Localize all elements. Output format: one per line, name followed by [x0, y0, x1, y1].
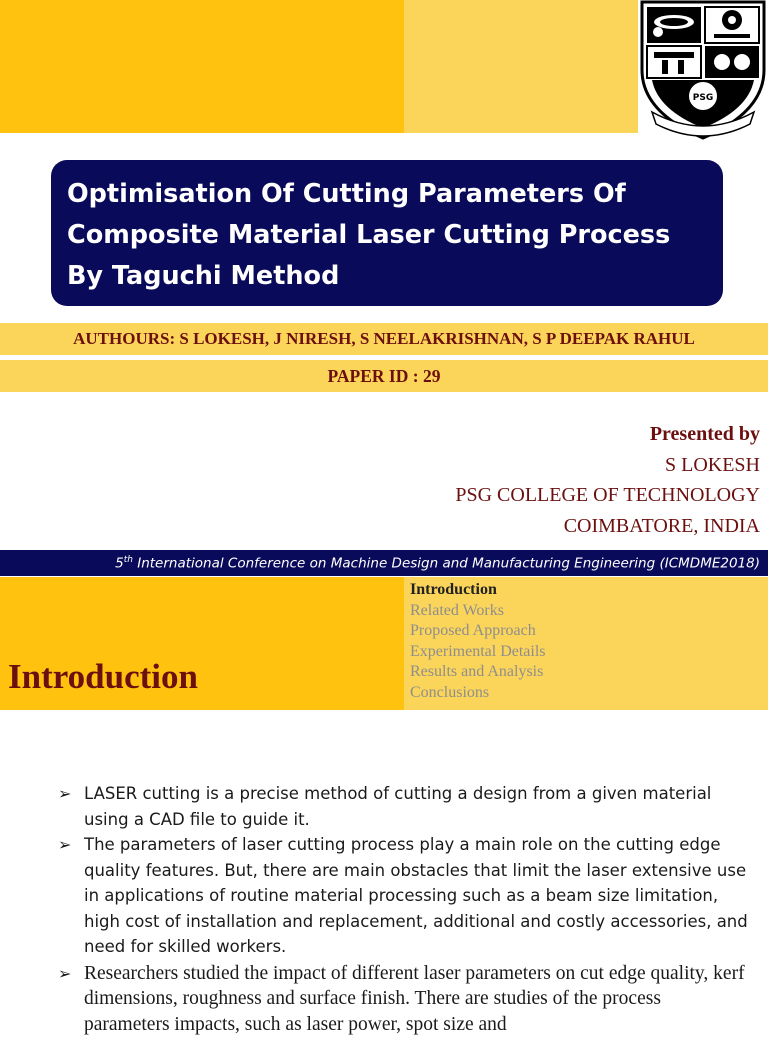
- paper-id-text: PAPER ID : 29: [328, 366, 441, 387]
- presented-by-label: Presented by: [455, 419, 760, 450]
- authors-text: AUTHOURS: S LOKESH, J NIRESH, S NEELAKRISHNAN, S P DEEPAK RAHUL: [73, 329, 695, 349]
- institution-location: COIMBATORE, INDIA: [455, 511, 760, 542]
- paper-id-bar: [0, 360, 768, 392]
- presenter-name: S LOKESH: [455, 450, 760, 481]
- arrow-bullet-icon: ➢: [58, 781, 71, 807]
- list-item: ➢ The parameters of laser cutting process play a main role on the cutting edge quality features. But, there are main obstacles that limit the laser extensive use in applications of routine material processing such as a beam size limitation, high cost of installation and replacement, additional and costly accessories, and need for skilled workers.: [58, 832, 748, 960]
- title-box: [51, 160, 723, 306]
- authors-bar: [0, 323, 768, 355]
- institution-name: PSG COLLEGE OF TECHNOLOGY: [455, 480, 760, 511]
- psg-college-crest-icon: [638, 0, 768, 150]
- presenter-block: [455, 419, 760, 541]
- slide-title: Introduction: [8, 657, 198, 697]
- section-nav: [410, 580, 546, 703]
- header-band-right: [404, 0, 638, 133]
- conference-bar: [0, 550, 768, 576]
- nav-item-introduction[interactable]: Introduction: [410, 580, 546, 601]
- conference-name: 5th International Conference on Machine Design and Manufacturing Engineering (ICMDME2018): [115, 555, 760, 572]
- arrow-bullet-icon: ➢: [58, 832, 71, 858]
- nav-item-conclusions[interactable]: Conclusions: [410, 683, 546, 704]
- header-band-left: [0, 0, 404, 133]
- svg-text:PSG: PSG: [693, 93, 713, 103]
- presentation-title: Optimisation Of Cutting Parameters Of Composite Material Laser Cutting Process By Taguchi Method: [67, 174, 707, 297]
- list-item: ➢ LASER cutting is a precise method of cutting a design from a given material using a CAD file to guide it.: [58, 781, 748, 832]
- list-item: ➢ Researchers studied the impact of different laser parameters on cut edge quality, kerf dimensions, roughness and surface finish. There are studies of the process parameters impacts, such as laser power, spot size and: [58, 961, 748, 1037]
- nav-item-related-works[interactable]: Related Works: [410, 601, 546, 622]
- nav-item-experimental-details[interactable]: Experimental Details: [410, 642, 546, 663]
- bullet-list: [58, 781, 748, 1037]
- nav-item-proposed-approach[interactable]: Proposed Approach: [410, 621, 546, 642]
- arrow-bullet-icon: ➢: [58, 961, 71, 987]
- nav-item-results-and-analysis[interactable]: Results and Analysis: [410, 662, 546, 683]
